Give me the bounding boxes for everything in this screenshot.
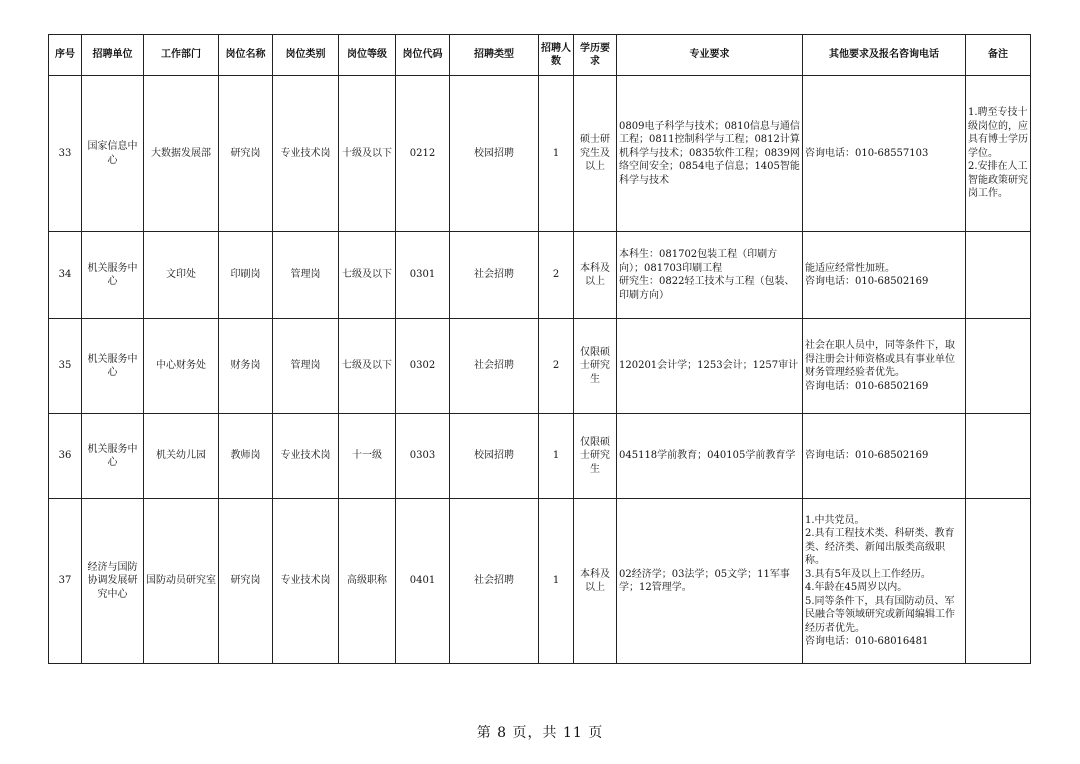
- header-note: 备注: [966, 35, 1031, 76]
- cell-line: 2.具有工程技术类、科研类、教育类、经济类、新闻出版类高级职称。: [805, 528, 955, 566]
- cell-line: 1.中共党员。: [805, 514, 865, 526]
- cell-major: [617, 319, 803, 414]
- cell-line: 045118学前教育；040105学前教育学: [619, 450, 796, 462]
- cell-other: [803, 414, 966, 499]
- cell-line: 本科生：081702包装工程（印刷方向）；081703印刷工程: [619, 249, 778, 274]
- cell-post: 财务岗: [219, 319, 273, 414]
- cell-type: 社会招聘: [450, 319, 539, 414]
- cell-line: 2.安排在人工智能政策研究岗工作。: [968, 161, 1028, 200]
- table-row: [49, 232, 1031, 319]
- cell-seq: 33: [49, 76, 82, 232]
- cell-edu: 硕士研究生及以上: [574, 76, 617, 232]
- cell-line: 0809电子科学与技术；0810信息与通信工程；0811控制科学与工程；0812计算机科学与技术；0835软件工程；0839网络空间安全；0854电子信息；1405智能科学与技术: [619, 120, 800, 186]
- cell-dept: 国防动员研究室: [144, 499, 219, 664]
- cell-level: 七级及以下: [339, 319, 396, 414]
- cell-count: 1: [539, 414, 574, 499]
- cell-count: 1: [539, 76, 574, 232]
- cell-unit: 机关服务中心: [82, 319, 144, 414]
- cell-level: 高级职称: [339, 499, 396, 664]
- header-code: 岗位代码: [396, 35, 450, 76]
- cell-category: 管理岗: [273, 232, 339, 319]
- cell-dept: 机关幼儿园: [144, 414, 219, 499]
- header-dept: 工作部门: [144, 35, 219, 76]
- header-edu: 学历要求: [574, 35, 617, 76]
- cell-type: 社会招聘: [450, 499, 539, 664]
- cell-note: [966, 76, 1031, 232]
- cell-seq: 35: [49, 319, 82, 414]
- page-footer: 第 8 页，共 11 页: [476, 725, 604, 741]
- cell-note: [966, 499, 1031, 664]
- cell-edu: 仅限硕士研究生: [574, 319, 617, 414]
- cell-code: 0301: [396, 232, 450, 319]
- cell-seq: 34: [49, 232, 82, 319]
- header-category: 岗位类别: [273, 35, 339, 76]
- cell-other: [803, 76, 966, 232]
- cell-dept: 中心财务处: [144, 319, 219, 414]
- cell-edu: 本科及以上: [574, 499, 617, 664]
- cell-edu: 仅限硕士研究生: [574, 414, 617, 499]
- cell-major: [617, 232, 803, 319]
- cell-other: [803, 232, 966, 319]
- cell-line: 咨询电话：010-68502169: [805, 380, 929, 392]
- cell-major: [617, 76, 803, 232]
- cell-seq: 37: [49, 499, 82, 664]
- cell-unit: 机关服务中心: [82, 414, 144, 499]
- cell-edu: 本科及以上: [574, 232, 617, 319]
- cell-category: 专业技术岗: [273, 414, 339, 499]
- header-type: 招聘类型: [450, 35, 539, 76]
- cell-line: 咨询电话：010-68502169: [805, 276, 929, 287]
- cell-seq: 36: [49, 414, 82, 499]
- cell-line: 120201会计学；1253会计；1257审计: [619, 360, 799, 372]
- table-row: [49, 76, 1031, 232]
- cell-major: [617, 499, 803, 664]
- header-other: 其他要求及报名咨询电话: [803, 35, 966, 76]
- cell-line: 3.具有5年及以上工作经历。: [805, 568, 931, 580]
- cell-other: [803, 319, 966, 414]
- cell-note: [966, 232, 1031, 319]
- cell-other: [803, 499, 966, 664]
- cell-unit: 机关服务中心: [82, 232, 144, 319]
- header-post: 岗位名称: [219, 35, 273, 76]
- header-seq: 序号: [49, 35, 82, 76]
- cell-type: 校园招聘: [450, 76, 539, 232]
- cell-post: 印刷岗: [219, 232, 273, 319]
- cell-type: 社会招聘: [450, 232, 539, 319]
- cell-level: 七级及以下: [339, 232, 396, 319]
- cell-category: 专业技术岗: [273, 499, 339, 664]
- cell-line: 咨询电话：010-68557103: [805, 147, 929, 159]
- cell-category: 专业技术岗: [273, 76, 339, 232]
- cell-unit: 国家信息中心: [82, 76, 144, 232]
- cell-line: 4.年龄在45周岁以内。: [805, 582, 908, 593]
- cell-unit: 经济与国防协调发展研究中心: [82, 499, 144, 664]
- cell-line: 咨询电话：010-68016481: [805, 636, 929, 647]
- cell-code: 0302: [396, 319, 450, 414]
- header-row: [49, 35, 1031, 76]
- cell-level: 十级及以下: [339, 76, 396, 232]
- recruitment-table: [48, 34, 1031, 664]
- cell-line: 咨询电话：010-68502169: [805, 450, 929, 462]
- cell-level: 十一级: [339, 414, 396, 499]
- cell-line: 能适应经常性加班。: [805, 262, 895, 274]
- header-unit: 招聘单位: [82, 35, 144, 76]
- cell-post: 教师岗: [219, 414, 273, 499]
- cell-line: 研究生：0822轻工技术与工程（包装、印刷方向）: [619, 276, 795, 301]
- cell-major: [617, 414, 803, 499]
- cell-post: 研究岗: [219, 499, 273, 664]
- table-row: [49, 414, 1031, 499]
- cell-post: 研究岗: [219, 76, 273, 232]
- cell-count: 1: [539, 499, 574, 664]
- cell-note: [966, 414, 1031, 499]
- cell-dept: 大数据发展部: [144, 76, 219, 232]
- cell-code: 0212: [396, 76, 450, 232]
- cell-count: 2: [539, 232, 574, 319]
- cell-line: 02经济学；03法学；05文学；11军事学；12管理学。: [619, 568, 790, 593]
- cell-code: 0303: [396, 414, 450, 499]
- cell-line: 1.聘至专技十级岗位的，应具有博士学历学位。: [968, 107, 1028, 159]
- cell-line: 社会在职人员中，同等条件下，取得注册会计师资格或具有事业单位财务管理经验者优先。: [805, 340, 955, 378]
- cell-code: 0401: [396, 499, 450, 664]
- header-major: 专业要求: [617, 35, 803, 76]
- header-count: 招聘人数: [539, 35, 574, 76]
- cell-note: [966, 319, 1031, 414]
- table-row: [49, 499, 1031, 664]
- cell-count: 2: [539, 319, 574, 414]
- cell-type: 校园招聘: [450, 414, 539, 499]
- table-row: [49, 319, 1031, 414]
- cell-dept: 文印处: [144, 232, 219, 319]
- header-level: 岗位等级: [339, 35, 396, 76]
- cell-line: 5.同等条件下，具有国防动员、军民融合等领域研究或新闻编辑工作经历者优先。: [805, 595, 955, 634]
- cell-category: 管理岗: [273, 319, 339, 414]
